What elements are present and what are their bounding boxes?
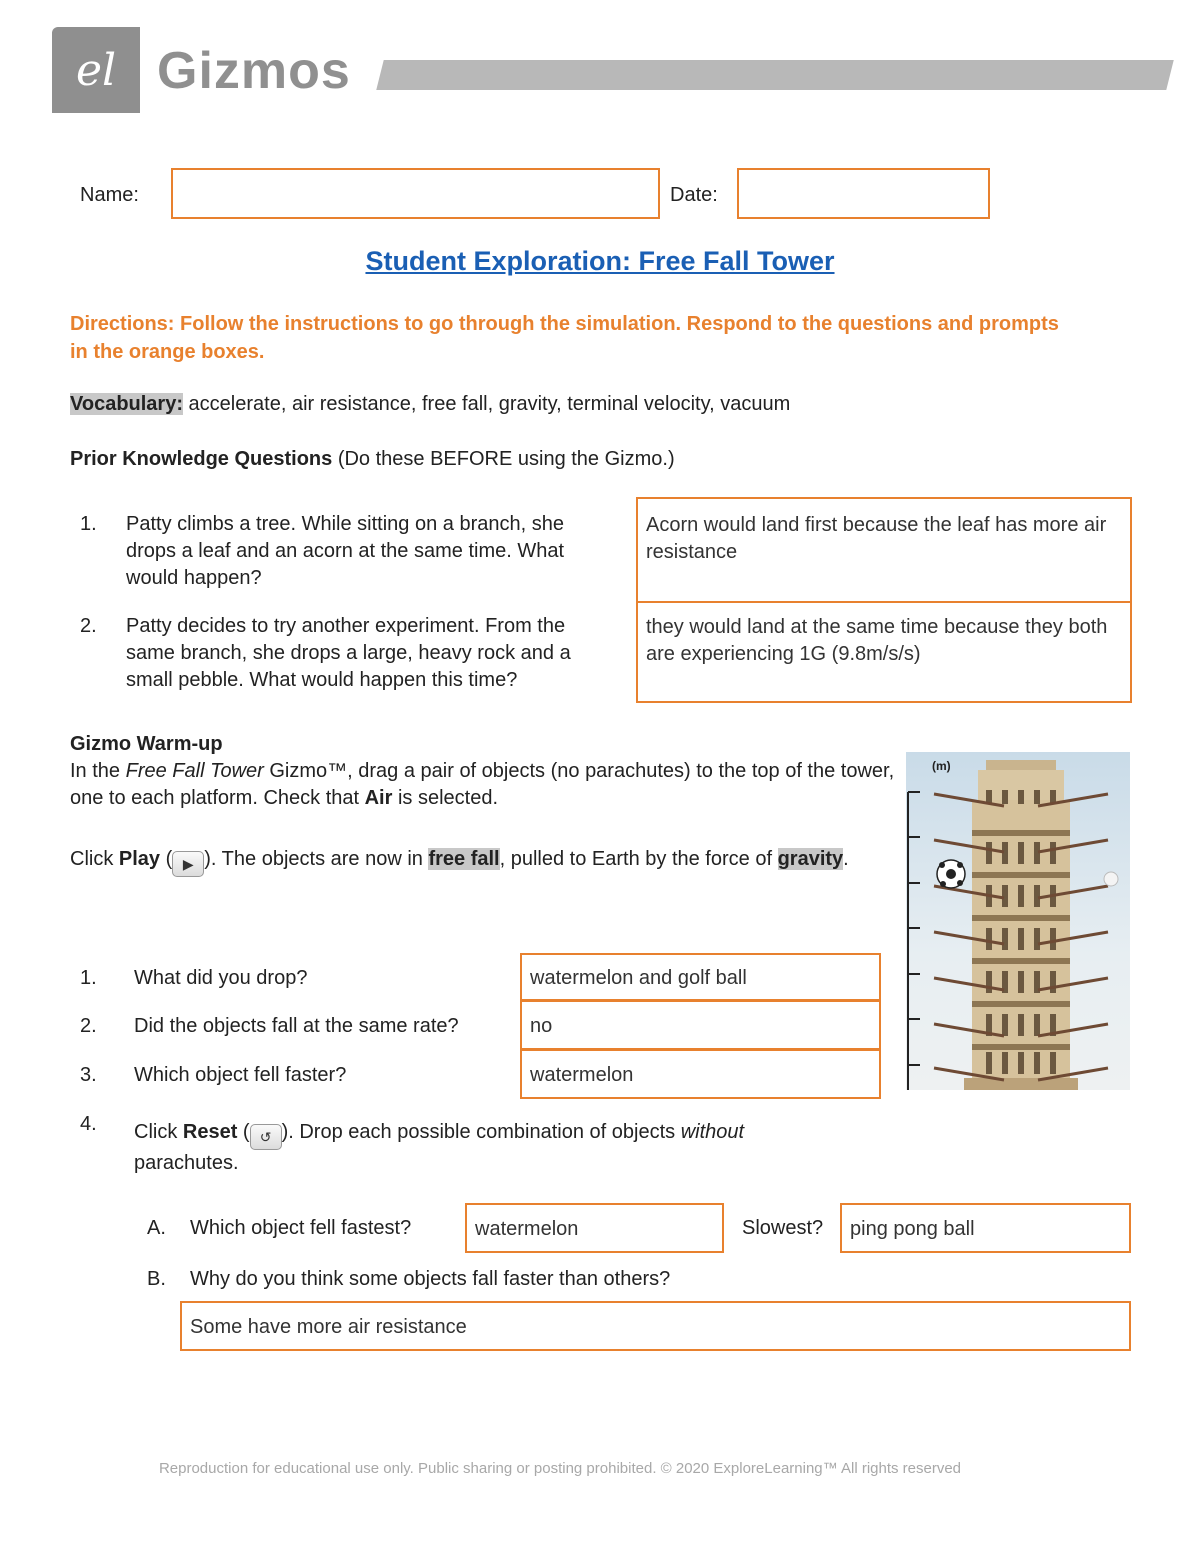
warmup-q1-number: 1. xyxy=(80,967,97,989)
play-icon: ▶ xyxy=(172,851,204,877)
vocabulary-terms: accelerate, air resistance, free fall, gravity, terminal velocity, vacuum xyxy=(183,393,791,415)
golf-ball-icon xyxy=(1104,872,1118,886)
warmup-q2-number: 2. xyxy=(80,1015,97,1037)
warmup-q3-number: 3. xyxy=(80,1064,97,1086)
q4a-slowest-answer-box[interactable]: ping pong ball xyxy=(840,1203,1131,1253)
warmup-heading: Gizmo Warm-up xyxy=(70,733,223,755)
warmup-q2-answer-box[interactable]: no xyxy=(520,1000,881,1050)
vocabulary-label: Vocabulary: xyxy=(70,393,183,415)
tower-unit-label: (m) xyxy=(932,759,951,773)
q4a-slowest-label: Slowest? xyxy=(742,1217,824,1239)
prior-q1-answer-box[interactable]: Acorn would land first because the leaf has more air resistance xyxy=(636,497,1132,603)
q4b-answer-box[interactable]: Some have more air resistance xyxy=(180,1301,1131,1351)
warmup-q2-text: Did the objects fall at the same rate? xyxy=(134,1015,459,1037)
q4a-text: Which object fell fastest? xyxy=(190,1217,412,1239)
name-label: Name: xyxy=(80,184,139,206)
name-field[interactable] xyxy=(171,168,660,219)
warmup-q1-answer-box[interactable]: watermelon and golf ball xyxy=(520,953,881,1001)
warmup-q4-text: Click Reset ( ↺ ). Drop each possible combination of objects without parachutes. xyxy=(134,1121,745,1174)
date-label: Date: xyxy=(670,184,718,206)
page-title: Student Exploration: Free Fall Tower xyxy=(365,246,835,276)
directions: Directions: Follow the instructions to go through the simulation. Respond to the questions and prompts in the orange boxes. xyxy=(70,313,1059,363)
soccer-ball-icon xyxy=(937,860,965,888)
prior-q1-text: Patty climbs a tree. While sitting on a branch, she drops a leaf and an acorn at the same time. What would happen? xyxy=(126,513,565,589)
footer-copyright: Reproduction for educational use only. Public sharing or posting prohibited. © 2020 ExploreLearning™ All rights reserved xyxy=(158,1460,962,1477)
prior-q2-text: Patty decides to try another experiment. From the same branch, she drops a large, heavy rock and a small pebble. What would happen this time? xyxy=(126,615,571,691)
prior-q2-number: 2. xyxy=(80,615,97,637)
q4b-letter: B. xyxy=(147,1268,166,1290)
header-bar xyxy=(376,60,1173,90)
logo-wordmark: Gizmos xyxy=(157,42,351,100)
logo-mark: el xyxy=(52,27,140,113)
tower-image xyxy=(906,752,1130,1090)
prior-q1-number: 1. xyxy=(80,513,97,535)
prior-q2-answer-box[interactable]: they would land at the same time because they both are experiencing 1G (9.8m/s/s) xyxy=(636,601,1132,703)
reset-icon: ↺ xyxy=(250,1124,282,1150)
q4a-letter: A. xyxy=(147,1217,166,1239)
warmup-q1-text: What did you drop? xyxy=(134,967,308,989)
tower-illustration xyxy=(906,752,1130,1090)
warmup-q4-number: 4. xyxy=(80,1113,97,1135)
q4a-fastest-answer-box[interactable]: watermelon xyxy=(465,1203,724,1253)
warmup-intro: In the Free Fall Tower Gizmo™, drag a pair of objects (no parachutes) to the top of the tower, one to each platform. Check that Air is selected. xyxy=(70,760,895,809)
date-field[interactable] xyxy=(737,168,990,219)
tower-body xyxy=(964,760,1078,1090)
vocabulary xyxy=(70,391,790,418)
warmup-q3-text: Which object fell faster? xyxy=(134,1064,347,1086)
warmup-play-instruction: Click Play ( ▶ ). The objects are now in free fall, pulled to Earth by the force of gravity. xyxy=(70,846,900,877)
prior-knowledge-heading: Prior Knowledge Questions (Do these BEFORE using the Gizmo.) xyxy=(70,448,675,470)
q4b-text: Why do you think some objects fall faster than others? xyxy=(190,1268,671,1290)
warmup-q3-answer-box[interactable]: watermelon xyxy=(520,1049,881,1099)
